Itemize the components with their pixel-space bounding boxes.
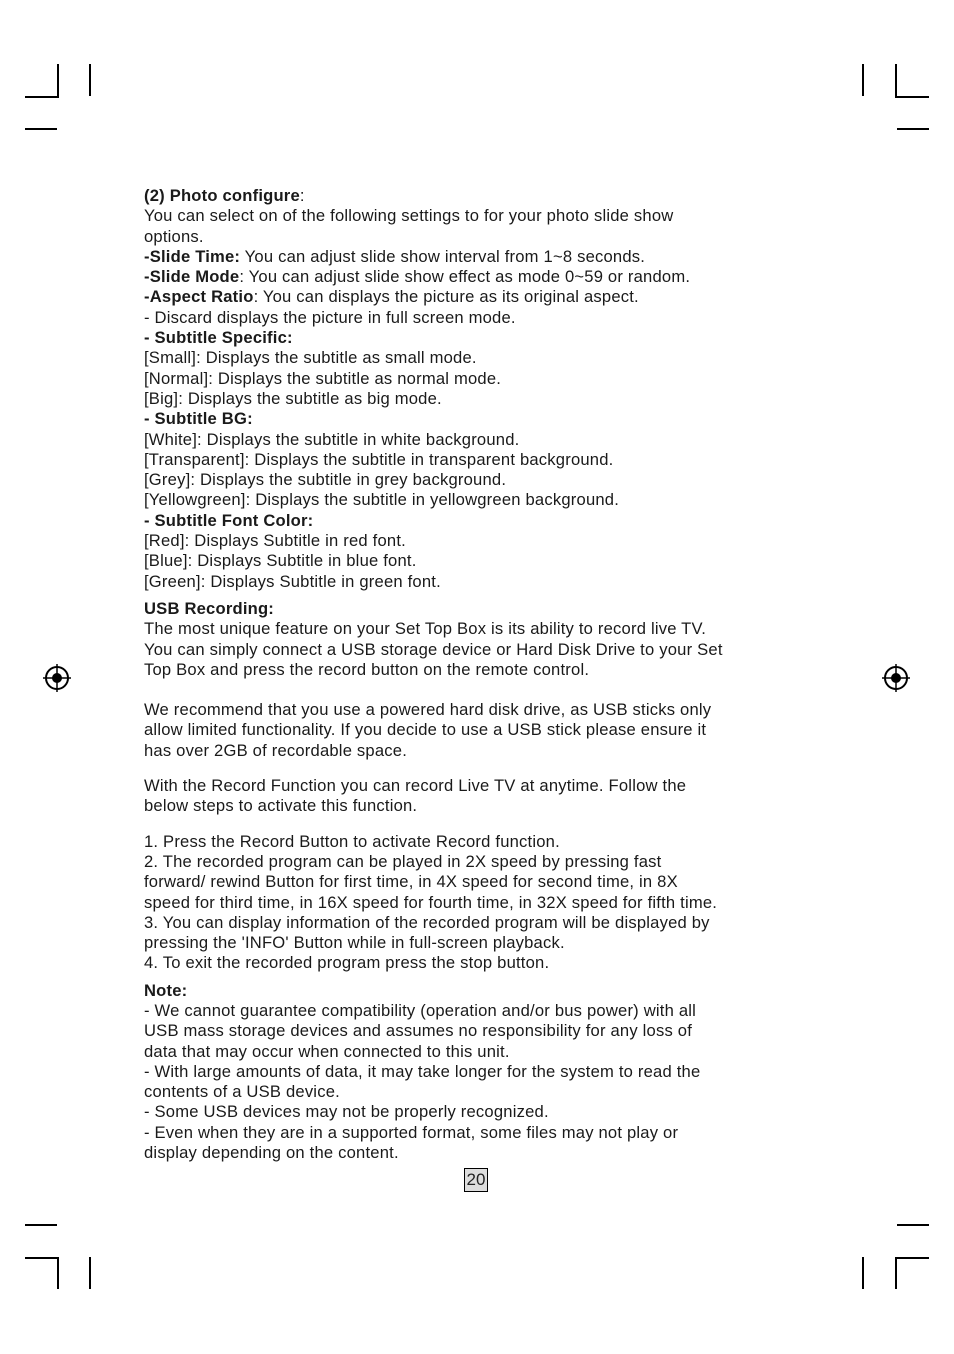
paragraph-line: allow limited functionality. If you decide to use a USB stick please ensure it xyxy=(144,720,707,740)
crop-mark xyxy=(89,1257,91,1289)
photo-configure-heading xyxy=(144,186,824,206)
aspect-ratio-item xyxy=(144,287,824,307)
option-normal: [Normal]: Displays the subtitle as normal mode. xyxy=(144,368,502,388)
paragraph-line: The most unique feature on your Set Top Box is its ability to record live TV. xyxy=(144,619,707,639)
note-line: USB mass storage devices and assumes no responsibility for any loss of xyxy=(144,1021,693,1041)
note-line: - Even when they are in a supported format, some files may not play or xyxy=(144,1122,679,1142)
crop-mark xyxy=(89,64,91,96)
crop-mark xyxy=(25,1257,59,1259)
slide-time-label: -Slide Time: xyxy=(144,246,241,266)
aspect-ratio-text: : You can displays the picture as its original aspect. xyxy=(253,287,639,307)
step-line: pressing the 'INFO' Button while in full-screen playback. xyxy=(144,933,565,953)
note-line: display depending on the content. xyxy=(144,1143,399,1163)
crop-mark xyxy=(57,1257,59,1289)
paragraph-line: With the Record Function you can record Live TV at anytime. Follow the xyxy=(144,776,687,796)
note-line: contents of a USB device. xyxy=(144,1082,340,1102)
paragraph-line: We recommend that you use a powered hard disk drive, as USB sticks only xyxy=(144,700,712,720)
option-big: [Big]: Displays the subtitle as big mode. xyxy=(144,388,442,408)
paragraph-line: You can simply connect a USB storage device or Hard Disk Drive to your Set xyxy=(144,639,723,659)
paragraph-line: below steps to activate this function. xyxy=(144,796,418,816)
note-line: - Some USB devices may not be properly recognized. xyxy=(144,1102,549,1122)
note-heading: Note: xyxy=(144,980,188,1000)
option-blue: [Blue]: Displays Subtitle in blue font. xyxy=(144,551,417,571)
crop-mark xyxy=(25,1224,57,1226)
crop-mark xyxy=(862,64,864,96)
subtitle-specific-heading: - Subtitle Specific: xyxy=(144,328,293,348)
crop-mark xyxy=(897,1224,929,1226)
registration-mark-icon xyxy=(882,664,910,692)
slide-mode-text: : You can adjust slide show effect as mode 0~59 or random. xyxy=(239,267,691,287)
paragraph-line: Top Box and press the record button on the remote control. xyxy=(144,659,590,679)
step-line: speed for third time, in 16X speed for fourth time, in 32X speed for fifth time. xyxy=(144,892,718,912)
usb-recording-heading: USB Recording: xyxy=(144,598,275,618)
page-content xyxy=(144,186,824,1163)
slide-mode-item xyxy=(144,267,824,287)
aspect-ratio-label: -Aspect Ratio xyxy=(144,287,254,307)
step-line: 1. Press the Record Button to activate Record function. xyxy=(144,831,560,851)
option-white: [White]: Displays the subtitle in white background. xyxy=(144,429,520,449)
crop-mark xyxy=(25,96,59,98)
note-line: - With large amounts of data, it may take longer for the system to read the xyxy=(144,1061,701,1081)
step-line: 4. To exit the recorded program press the stop button. xyxy=(144,953,550,973)
paragraph-line: has over 2GB of recordable space. xyxy=(144,740,408,760)
crop-mark xyxy=(862,1257,864,1289)
slide-mode-label: -Slide Mode xyxy=(144,267,240,287)
intro-line: You can select on of the following settings to for your photo slide show xyxy=(144,206,674,226)
option-yellowgreen: [Yellowgreen]: Displays the subtitle in yellowgreen background. xyxy=(144,490,620,510)
discard-line: - Discard displays the picture in full screen mode. xyxy=(144,307,516,327)
step-line: forward/ rewind Button for first time, in 4X speed for second time, in 8X xyxy=(144,872,678,892)
note-line: data that may occur when connected to this unit. xyxy=(144,1041,510,1061)
crop-mark xyxy=(895,96,929,98)
step-line: 2. The recorded program can be played in 2X speed by pressing fast xyxy=(144,851,662,871)
page-number: 20 xyxy=(464,1168,488,1192)
heading-text: (2) Photo configure xyxy=(144,186,300,205)
option-green: [Green]: Displays Subtitle in green font. xyxy=(144,571,441,591)
crop-mark xyxy=(895,1257,929,1259)
option-red: [Red]: Displays Subtitle in red font. xyxy=(144,531,406,551)
crop-mark xyxy=(897,128,929,130)
heading-colon: : xyxy=(299,186,305,205)
crop-mark xyxy=(895,64,897,96)
registration-mark-icon xyxy=(43,664,71,692)
intro-line: options. xyxy=(144,226,204,246)
crop-mark xyxy=(57,64,59,96)
subtitle-font-color-heading: - Subtitle Font Color: xyxy=(144,510,314,530)
slide-time-text: You can adjust slide show interval from 1~8 seconds. xyxy=(240,246,646,266)
option-grey: [Grey]: Displays the subtitle in grey background. xyxy=(144,470,507,490)
crop-mark xyxy=(25,128,57,130)
step-line: 3. You can display information of the recorded program will be displayed by xyxy=(144,912,710,932)
note-line: - We cannot guarantee compatibility (operation and/or bus power) with all xyxy=(144,1000,697,1020)
subtitle-bg-heading: - Subtitle BG: xyxy=(144,409,253,429)
slide-time-item xyxy=(144,247,824,267)
crop-mark xyxy=(895,1257,897,1289)
option-transparent: [Transparent]: Displays the subtitle in transparent background. xyxy=(144,449,614,469)
option-small: [Small]: Displays the subtitle as small mode. xyxy=(144,348,477,368)
